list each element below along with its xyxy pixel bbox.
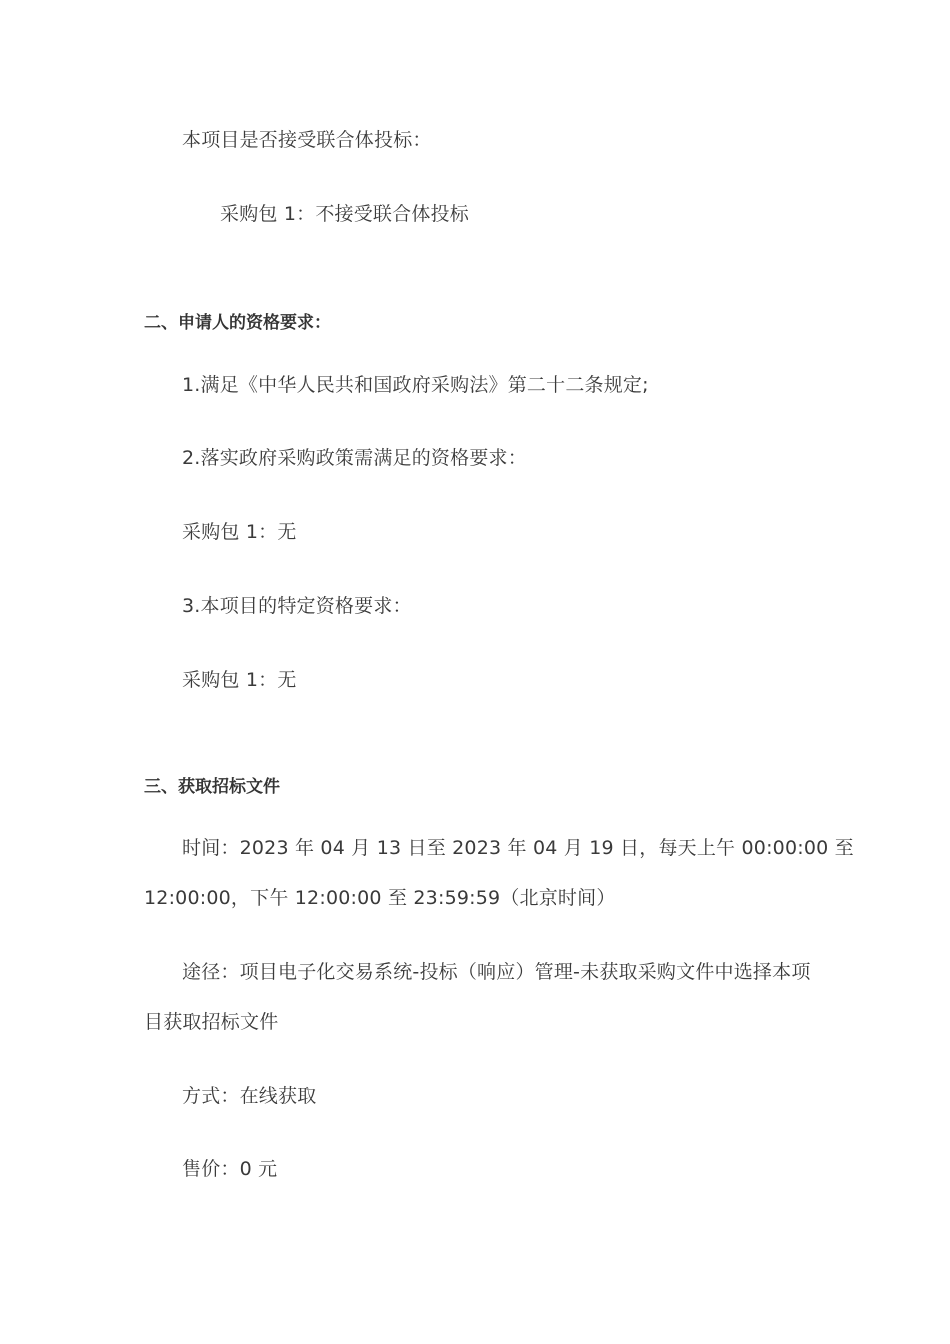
obtain-route-line-2: 目获取招标文件: [144, 1011, 279, 1033]
consortium-question: 本项目是否接受联合体投标：: [182, 129, 432, 151]
qualification-item-3-answer: 采购包 1：无: [182, 669, 297, 691]
obtain-time-line-2: 12:00:00，下午 12:00:00 至 23:59:59（北京时间）: [144, 887, 616, 909]
obtain-price: 售价：0 元: [182, 1158, 278, 1180]
qualification-item-2-answer: 采购包 1：无: [182, 521, 297, 543]
section-heading-obtain-documents: 三、获取招标文件: [144, 777, 280, 797]
qualification-item-2: 2.落实政府采购政策需满足的资格要求：: [182, 447, 527, 469]
qualification-item-1: 1.满足《中华人民共和国政府采购法》第二十二条规定;: [182, 374, 649, 396]
qualification-item-3: 3.本项目的特定资格要求：: [182, 595, 412, 617]
obtain-route-line-1: 途径：项目电子化交易系统-投标（响应）管理-未获取采购文件中选择本项: [182, 961, 811, 983]
obtain-method: 方式：在线获取: [182, 1085, 317, 1107]
section-heading-qualifications: 二、申请人的资格要求：: [144, 313, 331, 333]
consortium-answer: 采购包 1：不接受联合体投标: [220, 203, 469, 225]
obtain-time-line-1: 时间：2023 年 04 月 13 日至 2023 年 04 月 19 日，每天上午 00:00:00 至: [182, 837, 854, 859]
